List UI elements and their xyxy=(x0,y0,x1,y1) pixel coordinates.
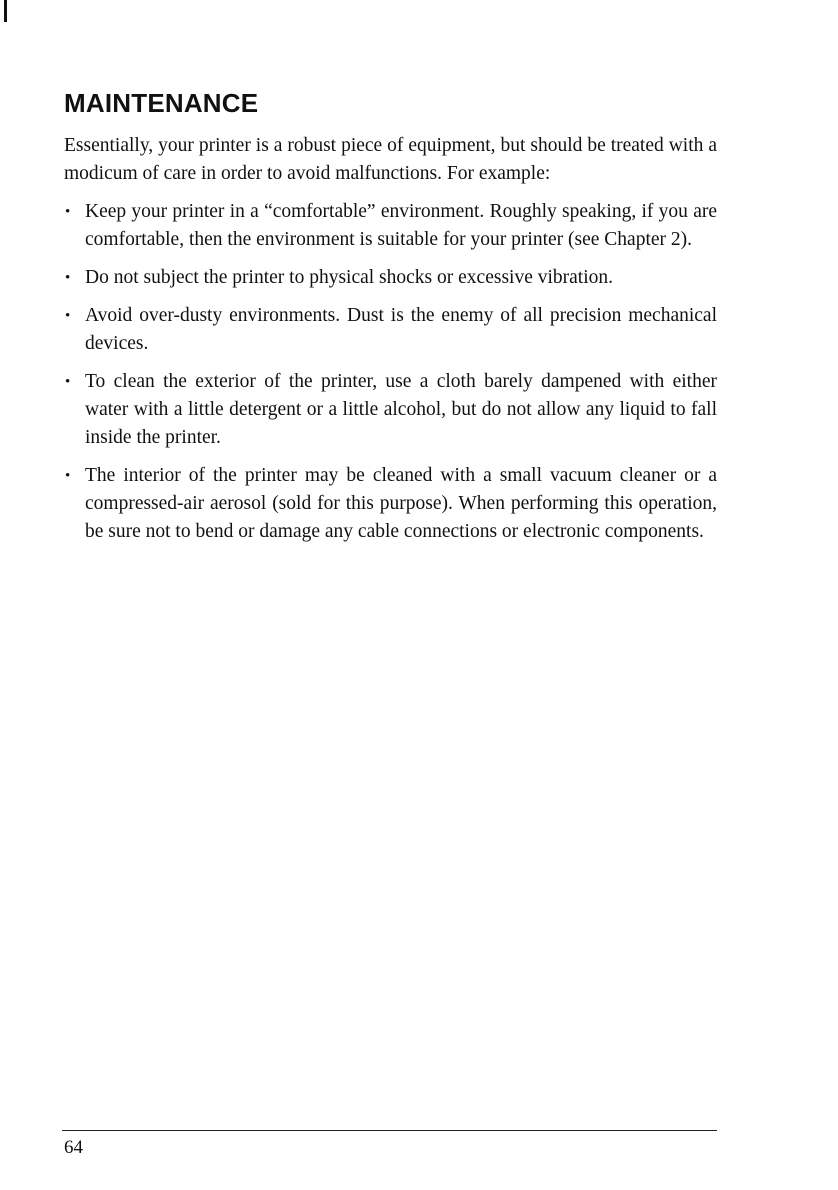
list-item-exterior-cleaning xyxy=(64,368,717,452)
list-item-interior-cleaning xyxy=(64,462,717,546)
page-title: MAINTENANCE xyxy=(64,88,259,118)
bullet-icon: • xyxy=(65,468,71,484)
intro-paragraph: Essentially, your printer is a robust piece of equipment, but should be treated with a modicum of care in order to avoid malfunctions. For example: xyxy=(64,135,717,184)
list-item-text: Avoid over-dusty environments. Dust is the enemy of all precision mechanical devices. xyxy=(85,305,717,354)
list-item-text: The interior of the printer may be cleaned with a small vacuum cleaner or a compressed-air aerosol (sold for this purpose). When performing this operation, be sure not to bend or damage any cable connections or electronic components. xyxy=(85,465,717,542)
list-item-text: Keep your printer in a “comfortable” environment. Roughly speaking, if you are comfortable, then the environment is suitable for your printer (see Chapter 2). xyxy=(85,201,717,250)
bullet-icon: • xyxy=(65,374,71,390)
list-item-shocks-vibration xyxy=(64,264,717,292)
scan-edge-mark xyxy=(4,0,7,22)
bullet-icon: • xyxy=(65,270,71,286)
maintenance-tips-list xyxy=(64,198,717,546)
list-item-text: Do not subject the printer to physical shocks or excessive vibration. xyxy=(85,267,614,288)
footer-rule xyxy=(62,1130,717,1131)
list-item-dust xyxy=(64,302,717,358)
list-item-comfortable-environment xyxy=(64,198,717,254)
page-number: 64 xyxy=(64,1137,83,1158)
list-item-text: To clean the exterior of the printer, use a cloth barely dampened with either water with a little detergent or a little alcohol, but do not allow any liquid to fall inside the printer. xyxy=(85,371,717,448)
maintenance-section xyxy=(64,132,717,556)
bullet-icon: • xyxy=(65,204,71,220)
bullet-icon: • xyxy=(65,308,71,324)
